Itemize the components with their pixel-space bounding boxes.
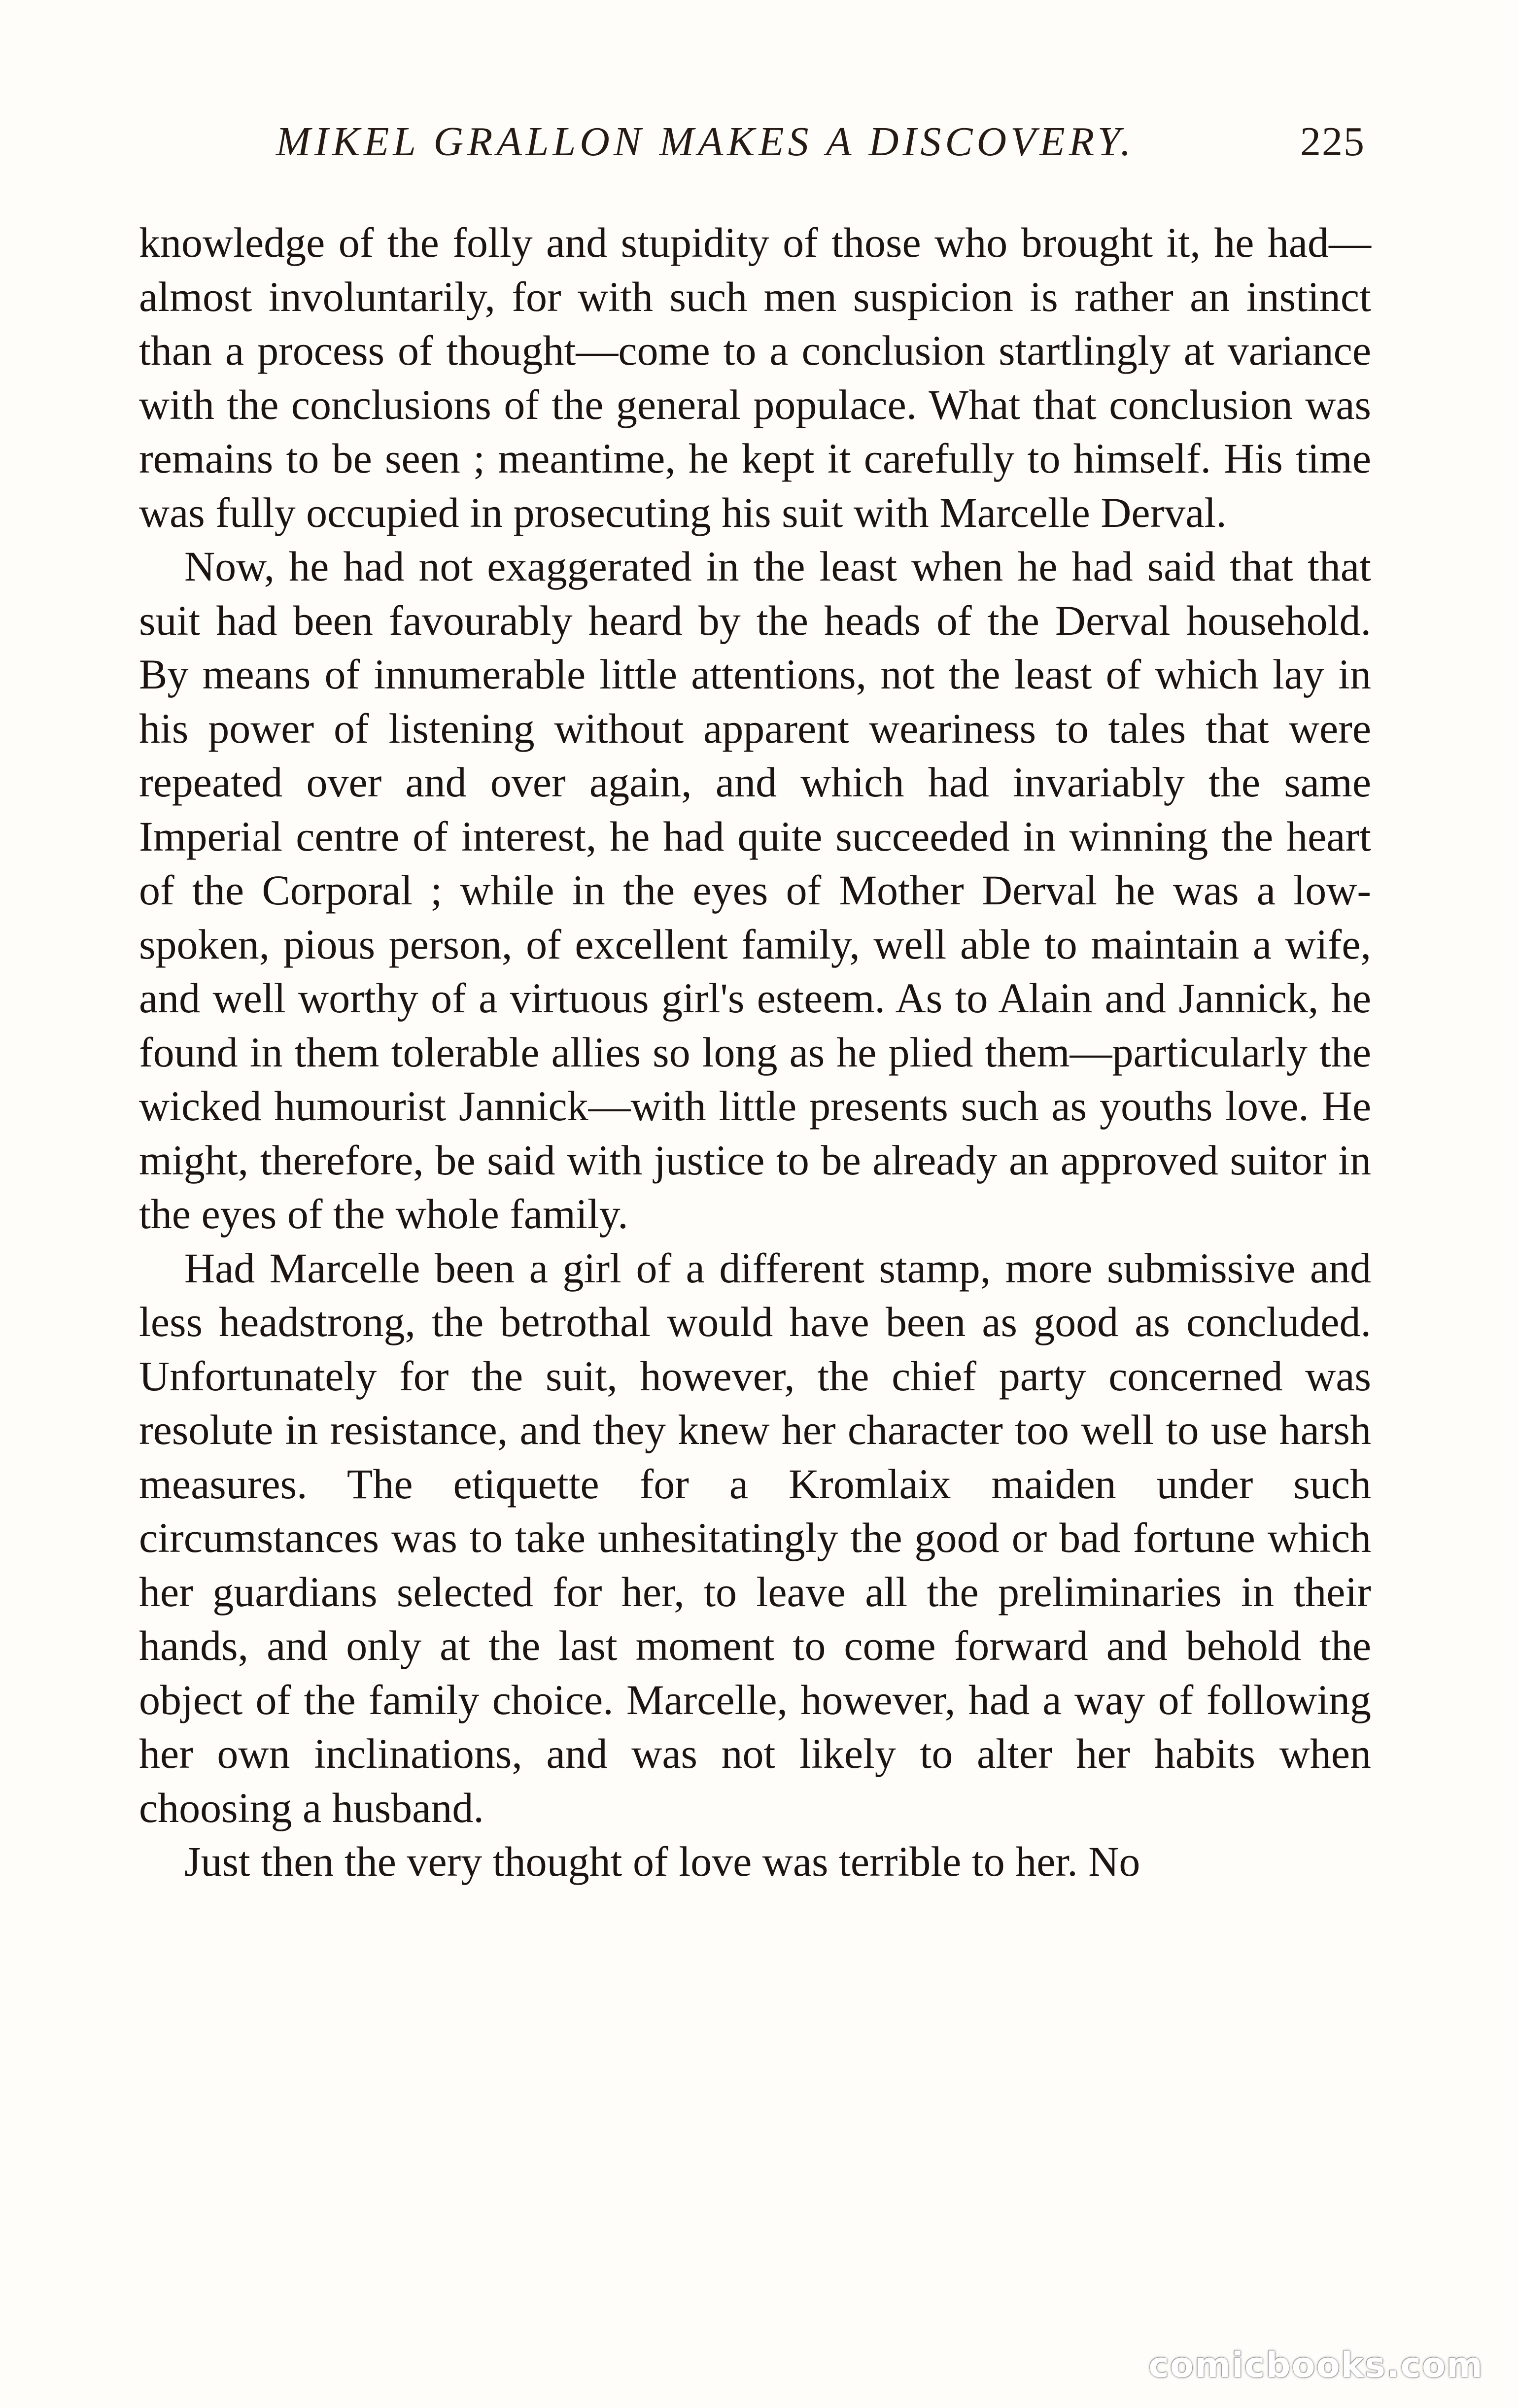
running-head (276, 112, 1365, 172)
site-watermark: comicbooks.com (1148, 2345, 1484, 2385)
chapter-title: MIKEL GRALLON MAKES A DISCOVERY. (276, 119, 1135, 165)
paragraph: Just then the very thought of love was terrible to her. No (184, 1838, 1140, 1885)
paragraph: knowledge of the folly and stupidity of those who brought it, he had—almost involuntarily, for with such men suspicion is rather an instinct than a process of thought—come to a conclusion startlingly at variance with the conclusions of the general populace. What that conclusion was remains to be seen ; meantime, he kept it carefully to himself. His time was fully occupied in prosecuting his suit with Marcelle Derval. (139, 219, 1371, 536)
page-number: 225 (1300, 119, 1365, 165)
paragraph: Had Marcelle been a girl of a different stamp, more submissive and less headstrong, the betrothal would have been as good as concluded. Unfortunately for the suit, however, the chief party concerned was resolute in resistance, and they knew her character too well to use harsh measures. The etiquette for a Kromlaix maiden under such circumstances was to take unhesitatingly the good or bad fortune which her guardians selected for her, to leave all the preliminaries in their hands, and only at the last moment to come forward and behold the object of the family choice. Marcelle, however, had a way of following her own inclinations, and was not likely to alter her habits when choosing a husband. (139, 1244, 1371, 1831)
body-text (139, 216, 1371, 1889)
paragraph: Now, he had not exaggerated in the least when he had said that that suit had been favourably heard by the heads of the Derval household. By means of innumerable little attentions, not the least of which lay in his power of listening without apparent weariness to tales that were repeated over and over again, and which had invariably the same Imperial centre of interest, he had quite succeeded in winning the heart of the Corporal ; while in the eyes of Mother Derval he was a low-spoken, pious person, of excellent family, well able to maintain a wife, and well worthy of a virtuous girl's esteem. As to Alain and Jannick, he found in them tolerable allies so long as he plied them—particularly the wicked humourist Jannick—with little presents such as youths love. He might, therefore, be said with justice to be already an approved suitor in the eyes of the whole family. (139, 543, 1371, 1238)
